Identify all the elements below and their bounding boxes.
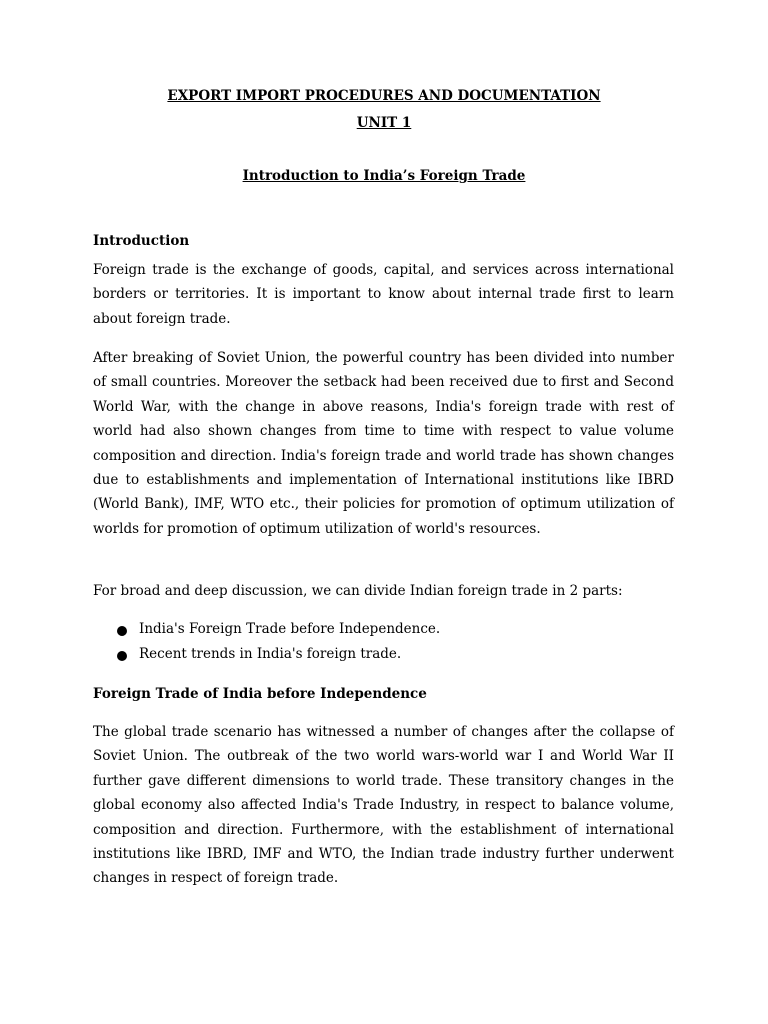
introduction-paragraph-2: After breaking of Soviet Union, the powerful country has been divided into number of small countries. Moreover the setback had been received due to first and Second World War, with the change in above reasons, India's foreign trade with rest of world had also shown changes from time to time with respect to value volume composition and direction. India's foreign trade and world trade has shown changes due to establishments and implementation of International institutions like IBRD (World Bank), IMF, WTO etc., their policies for promotion of optimum utilization of worlds for promotion of optimum utilization of world's resources. xyxy=(93,350,674,537)
before-independence-paragraph: The global trade scenario has witnessed a number of changes after the collapse of Soviet Union. The outbreak of the two world wars-world war I and World War II further gave different dimensions to world trade. These transitory changes in the global economy also affected India's Trade Industry, in respect to balance volume, composition and direction. Furthermore, with the establishment of international institutions like IBRD, IMF and WTO, the Indian trade industry further underwent changes in respect of foreign trade. xyxy=(93,724,674,887)
introduction-paragraph-3: For broad and deep discussion, we can divide Indian foreign trade in 2 parts: xyxy=(93,583,623,599)
introduction-paragraph-1: Foreign trade is the exchange of goods, capital, and services across international borders or territories. It is important to know about internal trade first to learn about foreign trade. xyxy=(93,262,674,327)
bullet-item xyxy=(93,642,674,667)
document-title: EXPORT IMPORT PROCEDURES AND DOCUMENTATION xyxy=(167,88,601,104)
bullet-text: Recent trends in India's foreign trade. xyxy=(139,645,402,662)
before-independence-heading: Foreign Trade of India before Independence xyxy=(93,686,427,702)
bullet-text: India's Foreign Trade before Independence. xyxy=(139,621,441,637)
bullet-icon xyxy=(117,626,127,636)
introduction-heading: Introduction xyxy=(93,233,190,249)
bullet-list xyxy=(93,617,674,666)
bullet-icon xyxy=(117,651,127,661)
unit-heading: UNIT 1 xyxy=(356,115,412,131)
bullet-item xyxy=(93,617,674,642)
chapter-subtitle: Introduction to India’s Foreign Trade xyxy=(242,168,526,184)
